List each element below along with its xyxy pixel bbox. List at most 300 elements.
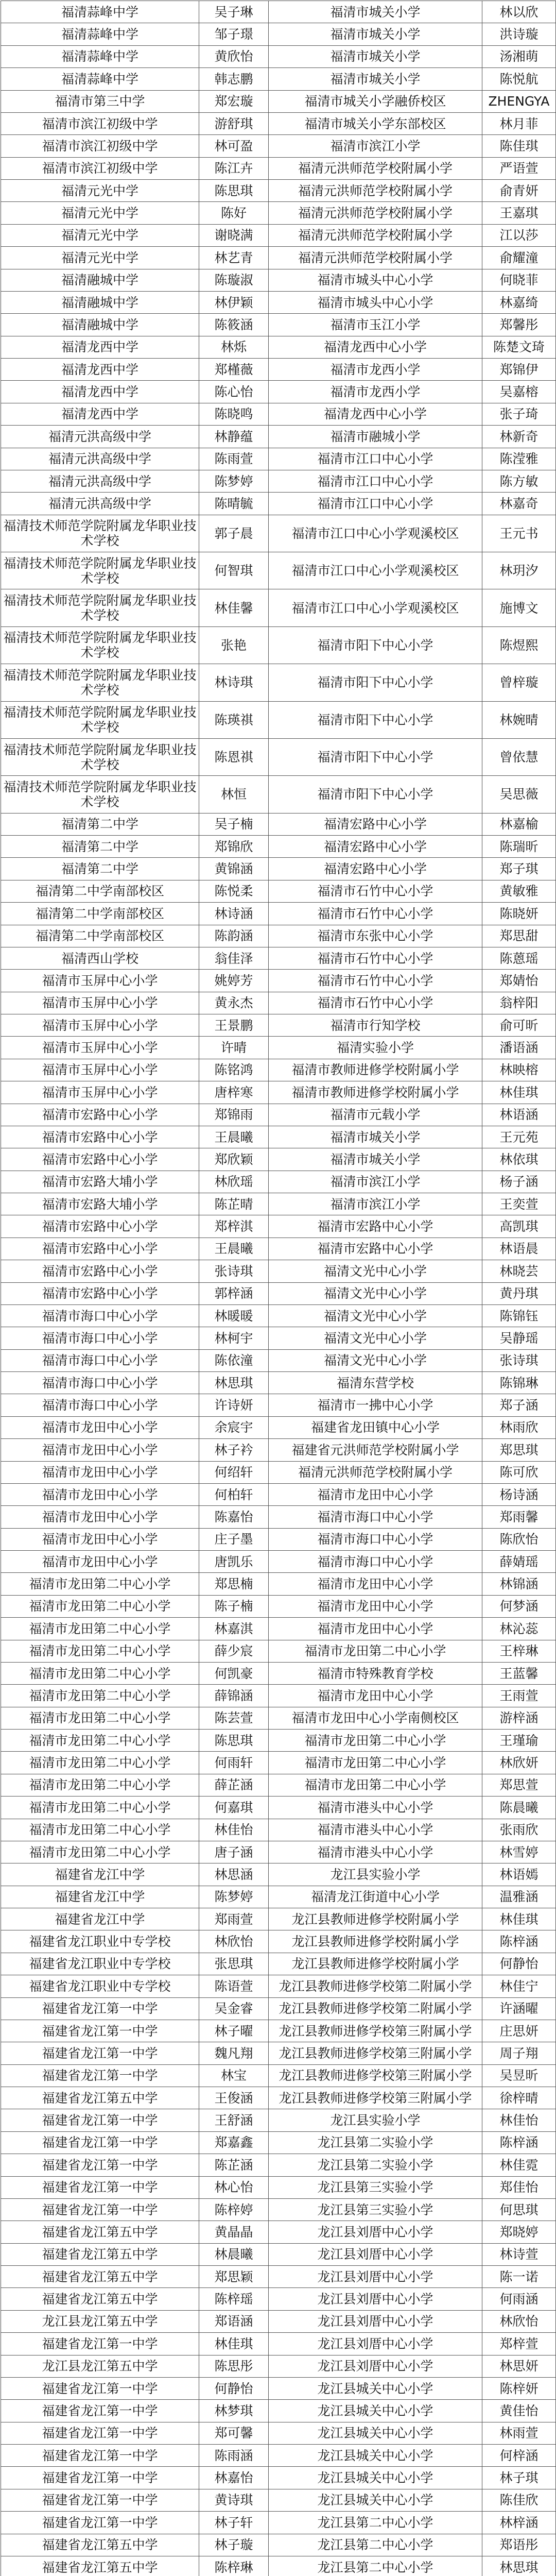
middle-school-cell: 福清市海口中心小学 xyxy=(1,1304,199,1327)
table-row xyxy=(1,2266,556,2288)
student-name-cell-2: 游梓涵 xyxy=(482,1707,556,1729)
student-name-cell-2: 林依琪 xyxy=(482,1148,556,1171)
primary-school-cell: 福清文光中心小学 xyxy=(269,1282,482,1304)
student-name-cell-2: 陈锦琳 xyxy=(482,1372,556,1394)
student-name-cell: 陈悦柔 xyxy=(199,880,269,902)
primary-school-cell: 龙江县教师进修学校第三附属小学 xyxy=(269,2064,482,2087)
primary-school-cell: 龙江县第二中心小学 xyxy=(269,2534,482,2556)
student-name-cell: 陈瑛祺 xyxy=(199,701,269,738)
student-name-cell-2: 曾依慧 xyxy=(482,738,556,775)
table-row xyxy=(1,1662,556,1684)
student-name-cell: 陈江卉 xyxy=(199,157,269,179)
middle-school-cell: 福清第二中学南部校区 xyxy=(1,903,199,925)
student-name-cell: 陈嘉怡 xyxy=(199,1506,269,1528)
student-name-cell: 陈韵涵 xyxy=(199,925,269,947)
table-row xyxy=(1,426,556,448)
primary-school-cell: 龙江县城关中心小学 xyxy=(269,2445,482,2467)
table-row xyxy=(1,493,556,515)
student-name-cell-2: 林佳宁 xyxy=(482,1975,556,1997)
table-row xyxy=(1,1327,556,1349)
middle-school-cell: 福清蒜峰中学 xyxy=(1,23,199,45)
table-row xyxy=(1,2020,556,2042)
table-row xyxy=(1,1618,556,1640)
primary-school-cell: 福清龙西中心小学 xyxy=(269,336,482,358)
student-name-cell: 林心怡 xyxy=(199,2176,269,2198)
student-name-cell-2: 郑婧怡 xyxy=(482,970,556,992)
student-name-cell-2: 王雨萱 xyxy=(482,1685,556,1707)
student-name-cell: 林静蕴 xyxy=(199,426,269,448)
table-row xyxy=(1,1930,556,1953)
student-name-cell: 许诗妍 xyxy=(199,1394,269,1416)
middle-school-cell: 福清市海口中心小学 xyxy=(1,1349,199,1371)
table-row xyxy=(1,1416,556,1438)
student-name-cell-2: 林月菲 xyxy=(482,112,556,134)
student-name-cell-2: 施博文 xyxy=(482,589,556,626)
primary-school-cell: 福清元洪师范学校附属小学 xyxy=(269,202,482,224)
middle-school-cell: 福清市龙田中心小学 xyxy=(1,1528,199,1550)
primary-school-cell: 福清市滨江小学 xyxy=(269,1171,482,1193)
student-name-cell: 林思涵 xyxy=(199,1863,269,1886)
middle-school-cell: 福清市滨江初级中学 xyxy=(1,157,199,179)
student-name-cell: 薛锦涵 xyxy=(199,1685,269,1707)
student-name-cell: 王晨曦 xyxy=(199,1238,269,1260)
table-row xyxy=(1,1215,556,1238)
middle-school-cell: 福清市玉屏中心小学 xyxy=(1,1081,199,1104)
middle-school-cell: 福建省龙江职业中专学校 xyxy=(1,1975,199,1997)
middle-school-cell: 福清第二中学南部校区 xyxy=(1,925,199,947)
table-row xyxy=(1,1863,556,1886)
middle-school-cell: 福清市龙田第二中心小学 xyxy=(1,1730,199,1752)
table-row xyxy=(1,2243,556,2265)
middle-school-cell: 福建省龙江第一中学 xyxy=(1,2064,199,2087)
middle-school-cell: 福建省龙江第五中学 xyxy=(1,2243,199,2265)
student-name-cell: 陈雨涵 xyxy=(199,2445,269,2467)
table-row xyxy=(1,2445,556,2467)
student-name-cell: 郭子晨 xyxy=(199,515,269,552)
primary-school-cell: 龙江县第二实验小学 xyxy=(269,2154,482,2176)
primary-school-cell: 福清元洪师范学校附属小学 xyxy=(269,157,482,179)
student-name-cell: 林宝 xyxy=(199,2064,269,2087)
middle-school-cell: 福清市宏路中心小学 xyxy=(1,1282,199,1304)
student-name-cell: 许晴 xyxy=(199,1037,269,1059)
primary-school-cell: 福清文光中心小学 xyxy=(269,1304,482,1327)
table-row xyxy=(1,112,556,134)
middle-school-cell: 福建省龙江第一中学 xyxy=(1,2512,199,2534)
middle-school-cell: 福清市龙田中心小学 xyxy=(1,1506,199,1528)
middle-school-cell: 福清市宏路中心小学 xyxy=(1,1104,199,1126)
student-name-cell: 陈思彤 xyxy=(199,2355,269,2377)
primary-school-cell: 龙江县城关中心小学 xyxy=(269,2489,482,2511)
primary-school-cell: 龙江县刘厝中心小学 xyxy=(269,2310,482,2332)
middle-school-cell: 福清技术师范学院附属龙华职业技术学校 xyxy=(1,589,199,626)
middle-school-cell: 福清融城中学 xyxy=(1,291,199,313)
primary-school-cell: 福清市城关小学融侨校区 xyxy=(269,90,482,112)
student-name-cell-2: 林思琪 xyxy=(482,2556,556,2576)
primary-school-cell: 福清市城关小学 xyxy=(269,23,482,45)
middle-school-cell: 福建省龙江第一中学 xyxy=(1,2467,199,2489)
primary-school-cell: 福清市元载小学 xyxy=(269,1104,482,1126)
student-name-cell: 陈晓鸣 xyxy=(199,403,269,425)
student-name-cell-2: 何梓涵 xyxy=(482,2445,556,2467)
table-row xyxy=(1,1439,556,1461)
primary-school-cell: 福清文光中心小学 xyxy=(269,1349,482,1371)
table-row xyxy=(1,269,556,291)
primary-school-cell: 福清宏路中心小学 xyxy=(269,813,482,835)
student-name-cell-2: 吴嘉榕 xyxy=(482,381,556,403)
middle-school-cell: 福清市龙田第二中心小学 xyxy=(1,1618,199,1640)
middle-school-cell: 福清技术师范学院附属龙华职业技术学校 xyxy=(1,738,199,775)
primary-school-cell: 龙江县第二中心小学 xyxy=(269,2556,482,2576)
student-name-cell-2: 王嘉琪 xyxy=(482,202,556,224)
primary-school-cell: 福清市江口中心小学 xyxy=(269,448,482,470)
table-row xyxy=(1,2109,556,2131)
table-row xyxy=(1,2221,556,2243)
name-list-table xyxy=(1,1,556,2576)
primary-school-cell: 福清市海口中心小学 xyxy=(269,1528,482,1550)
primary-school-cell: 龙江县教师进修学校第三附属小学 xyxy=(269,2020,482,2042)
student-name-cell: 郑可馨 xyxy=(199,2422,269,2444)
middle-school-cell: 福建省龙江第五中学 xyxy=(1,2288,199,2310)
student-name-cell: 魏凡翔 xyxy=(199,2042,269,2064)
table-row xyxy=(1,836,556,858)
table-row xyxy=(1,1282,556,1304)
student-name-cell-2: 郑子琪 xyxy=(482,858,556,880)
student-name-cell: 陈梓琳 xyxy=(199,2556,269,2576)
primary-school-cell: 福清市滨江小学 xyxy=(269,135,482,157)
student-name-cell-2: 洪诗璇 xyxy=(482,23,556,45)
middle-school-cell: 福建省龙江第一中学 xyxy=(1,2176,199,2198)
middle-school-cell: 福建省龙江第一中学 xyxy=(1,2131,199,2154)
student-name-cell: 陈晴毓 xyxy=(199,493,269,515)
student-name-cell: 薛芷涵 xyxy=(199,1774,269,1796)
student-name-cell-2: 高凯琪 xyxy=(482,1215,556,1238)
table-row xyxy=(1,2534,556,2556)
middle-school-cell: 福清龙西中学 xyxy=(1,359,199,381)
primary-school-cell: 龙江县教师进修学校第三附属小学 xyxy=(269,2042,482,2064)
student-name-cell: 林嘉怡 xyxy=(199,2467,269,2489)
primary-school-cell: 福清市龙田中心小学南侧校区 xyxy=(269,1707,482,1729)
student-name-cell-2: 许涵曜 xyxy=(482,1997,556,2020)
primary-school-cell: 福清市龙田第二中心小学 xyxy=(269,1752,482,1774)
table-row xyxy=(1,45,556,67)
student-name-cell: 林佳怡 xyxy=(199,1819,269,1841)
middle-school-cell: 福清市玉屏中心小学 xyxy=(1,1014,199,1037)
student-name-cell-2: 林语嫣 xyxy=(482,1863,556,1886)
table-row xyxy=(1,589,556,626)
student-name-cell: 林烁 xyxy=(199,336,269,358)
middle-school-cell: 福建省龙江第五中学 xyxy=(1,2266,199,2288)
student-name-cell-2: 王梓琳 xyxy=(482,1640,556,1662)
primary-school-cell: 福清市石竹中心小学 xyxy=(269,970,482,992)
student-name-cell: 何嘉琪 xyxy=(199,1797,269,1819)
student-name-cell: 林伊颖 xyxy=(199,291,269,313)
student-name-cell: 张思琪 xyxy=(199,1953,269,1975)
middle-school-cell: 福建省龙江第一中学 xyxy=(1,2422,199,2444)
student-name-cell-2: 郑语彤 xyxy=(482,2534,556,2556)
table-row xyxy=(1,1372,556,1394)
table-row xyxy=(1,1707,556,1729)
table-row xyxy=(1,180,556,202)
primary-school-cell: 福清市东张中心小学 xyxy=(269,925,482,947)
student-name-cell: 林欣瑶 xyxy=(199,1171,269,1193)
student-name-cell-2: 陈悦航 xyxy=(482,68,556,90)
student-name-cell-2: 林玥汐 xyxy=(482,552,556,589)
student-name-cell: 何静怡 xyxy=(199,2377,269,2399)
primary-school-cell: 福清市龙田中心小学 xyxy=(269,1595,482,1617)
table-row xyxy=(1,1193,556,1215)
student-name-cell-2: 林佳霓 xyxy=(482,2154,556,2176)
table-row xyxy=(1,1730,556,1752)
student-name-cell-2: 陈方敏 xyxy=(482,470,556,492)
primary-school-cell: 福清市港头中心小学 xyxy=(269,1819,482,1841)
student-name-cell-2: 林语涵 xyxy=(482,1104,556,1126)
student-name-cell-2: 林佳怡 xyxy=(482,2109,556,2131)
primary-school-cell: 福清市城关小学东部校区 xyxy=(269,112,482,134)
middle-school-cell: 福清市滨江初级中学 xyxy=(1,112,199,134)
table-row xyxy=(1,2333,556,2355)
student-name-cell: 唐凯乐 xyxy=(199,1551,269,1573)
primary-school-cell: 福清市海口中心小学 xyxy=(269,1551,482,1573)
student-name-cell: 林子曜 xyxy=(199,2020,269,2042)
student-name-cell-2: 汤湘萌 xyxy=(482,45,556,67)
student-name-cell: 林晨曦 xyxy=(199,2243,269,2265)
middle-school-cell: 福清市龙田中心小学 xyxy=(1,1416,199,1438)
student-name-cell-2: 陈滢雅 xyxy=(482,448,556,470)
primary-school-cell: 龙江县教师进修学校第二附属小学 xyxy=(269,1975,482,1997)
student-name-cell-2: 林子琪 xyxy=(482,2467,556,2489)
primary-school-cell: 福清元洪师范学校附属小学 xyxy=(269,180,482,202)
student-name-cell: 郑语涵 xyxy=(199,2310,269,2332)
primary-school-cell: 龙江县刘厝中心小学 xyxy=(269,2355,482,2377)
student-name-cell: 游舒琪 xyxy=(199,112,269,134)
middle-school-cell: 福建省龙江第一中学 xyxy=(1,2489,199,2511)
student-name-cell: 陈筱涵 xyxy=(199,314,269,336)
student-name-cell-2: 王元书 xyxy=(482,515,556,552)
table-row xyxy=(1,1528,556,1550)
student-name-cell: 谢晓满 xyxy=(199,224,269,246)
student-name-cell: 林子轩 xyxy=(199,2512,269,2534)
student-name-cell: 翁佳泽 xyxy=(199,947,269,969)
primary-school-cell: 福清市海口中心小学 xyxy=(269,1506,482,1528)
middle-school-cell: 龙江县龙江第五中学 xyxy=(1,2310,199,2332)
table-row xyxy=(1,1104,556,1126)
middle-school-cell: 福建省龙江第一中学 xyxy=(1,2042,199,2064)
middle-school-cell: 福清市龙田中心小学 xyxy=(1,1551,199,1573)
student-name-cell: 余宸宇 xyxy=(199,1416,269,1438)
primary-school-cell: 福清市阳下中心小学 xyxy=(269,626,482,664)
primary-school-cell: 福清市港头中心小学 xyxy=(269,1841,482,1863)
student-name-cell: 林欣怡 xyxy=(199,1930,269,1953)
table-row xyxy=(1,970,556,992)
student-name-cell: 陈芷晴 xyxy=(199,1193,269,1215)
primary-school-cell: 福清市江口中心小学 xyxy=(269,470,482,492)
primary-school-cell: 福清市阳下中心小学 xyxy=(269,738,482,775)
middle-school-cell: 福建省龙江第一中学 xyxy=(1,2198,199,2221)
table-row xyxy=(1,1573,556,1595)
primary-school-cell: 龙江县第三实验小学 xyxy=(269,2176,482,2198)
primary-school-cell: 福清市江口中心小学观溪校区 xyxy=(269,552,482,589)
middle-school-cell: 福清龙西中学 xyxy=(1,381,199,403)
student-name-cell: 郑思楠 xyxy=(199,1573,269,1595)
primary-school-cell: 龙江县第三实验小学 xyxy=(269,2198,482,2221)
primary-school-cell: 福清市宏路中心小学 xyxy=(269,1215,482,1238)
primary-school-cell: 福清市城关小学 xyxy=(269,45,482,67)
student-name-cell-2: 陈瑞昕 xyxy=(482,836,556,858)
student-name-cell-2: 郑思萱 xyxy=(482,1774,556,1796)
middle-school-cell: 福清市宏路中心小学 xyxy=(1,1260,199,1282)
middle-school-cell: 福建省龙江第一中学 xyxy=(1,2377,199,2399)
student-name-cell-2: 林雨萱 xyxy=(482,2422,556,2444)
student-name-cell: 林诗涵 xyxy=(199,903,269,925)
middle-school-cell: 福清市龙田中心小学 xyxy=(1,1483,199,1505)
table-row xyxy=(1,1171,556,1193)
primary-school-cell: 福清市滨江小学 xyxy=(269,1193,482,1215)
student-name-cell: 陈依潼 xyxy=(199,1349,269,1371)
student-name-cell-2: 郑雨馨 xyxy=(482,1506,556,1528)
primary-school-cell: 龙江县刘厝中心小学 xyxy=(269,2288,482,2310)
primary-school-cell: 龙江县刘厝中心小学 xyxy=(269,2243,482,2265)
middle-school-cell: 福清元洪高级中学 xyxy=(1,493,199,515)
student-name-cell: 林佳琪 xyxy=(199,2333,269,2355)
middle-school-cell: 福清第二中学 xyxy=(1,813,199,835)
primary-school-cell: 福清宏路中心小学 xyxy=(269,836,482,858)
middle-school-cell: 福建省龙江第一中学 xyxy=(1,1997,199,2020)
student-name-cell-2: 庄思妍 xyxy=(482,2020,556,2042)
student-name-cell: 唐梓寒 xyxy=(199,1081,269,1104)
student-name-cell: 何雨轩 xyxy=(199,1752,269,1774)
middle-school-cell: 福建省龙江职业中专学校 xyxy=(1,1953,199,1975)
middle-school-cell: 福清技术师范学院附属龙华职业技术学校 xyxy=(1,664,199,701)
table-row xyxy=(1,2556,556,2576)
middle-school-cell: 福清市海口中心小学 xyxy=(1,1394,199,1416)
table-row xyxy=(1,2154,556,2176)
table-row xyxy=(1,1685,556,1707)
middle-school-cell: 福清市龙田第二中心小学 xyxy=(1,1752,199,1774)
student-name-cell-2: 吴静瑶 xyxy=(482,1327,556,1349)
student-name-cell: 王景鹏 xyxy=(199,1014,269,1037)
middle-school-cell: 福清市龙田第二中心小学 xyxy=(1,1819,199,1841)
middle-school-cell: 福清市龙田第二中心小学 xyxy=(1,1841,199,1863)
student-name-cell-2: ZHENGYA xyxy=(482,90,556,112)
table-row xyxy=(1,224,556,246)
table-row xyxy=(1,23,556,45)
student-name-cell-2: 林沁蕊 xyxy=(482,1618,556,1640)
student-name-cell: 陈璇淑 xyxy=(199,269,269,291)
student-name-cell-2: 陈梓妍 xyxy=(482,2377,556,2399)
table-row xyxy=(1,470,556,492)
table-row xyxy=(1,1551,556,1573)
student-name-cell-2: 翁梓阳 xyxy=(482,992,556,1014)
student-name-cell-2: 陈可欣 xyxy=(482,1461,556,1483)
middle-school-cell: 福建省龙江第五中学 xyxy=(1,2087,199,2109)
primary-school-cell: 福清实验小学 xyxy=(269,1037,482,1059)
middle-school-cell: 福清市宏路大埔小学 xyxy=(1,1193,199,1215)
student-name-cell-2: 陈煜熙 xyxy=(482,626,556,664)
table-row xyxy=(1,247,556,269)
student-name-cell-2: 杨子涵 xyxy=(482,1171,556,1193)
primary-school-cell: 福清市城关小学 xyxy=(269,1126,482,1148)
student-name-cell: 黄晶晶 xyxy=(199,2221,269,2243)
table-row xyxy=(1,1506,556,1528)
middle-school-cell: 福清元光中学 xyxy=(1,180,199,202)
table-row xyxy=(1,359,556,381)
student-name-cell: 郑锦欣 xyxy=(199,836,269,858)
student-name-cell-2: 林嘉榆 xyxy=(482,813,556,835)
table-row xyxy=(1,157,556,179)
student-name-cell: 陈心怡 xyxy=(199,381,269,403)
primary-school-cell: 福清市石竹中心小学 xyxy=(269,947,482,969)
table-row xyxy=(1,1640,556,1662)
middle-school-cell: 福清技术师范学院附属龙华职业技术学校 xyxy=(1,515,199,552)
student-name-cell: 陈芸萱 xyxy=(199,1707,269,1729)
table-row xyxy=(1,2288,556,2310)
primary-school-cell: 福清龙西中心小学 xyxy=(269,403,482,425)
student-name-cell: 庄子墨 xyxy=(199,1528,269,1550)
student-name-cell: 何凯豪 xyxy=(199,1662,269,1684)
middle-school-cell: 福清元洪高级中学 xyxy=(1,448,199,470)
table-row xyxy=(1,1908,556,1930)
table-row xyxy=(1,1841,556,1863)
middle-school-cell: 福清蒜峰中学 xyxy=(1,45,199,67)
primary-school-cell: 福清市行知学校 xyxy=(269,1014,482,1037)
table-row xyxy=(1,336,556,358)
middle-school-cell: 福清市滨江初级中学 xyxy=(1,135,199,157)
table-row xyxy=(1,738,556,775)
student-name-cell: 林恒 xyxy=(199,776,269,813)
student-name-cell-2: 何梦涵 xyxy=(482,1595,556,1617)
table-row xyxy=(1,1037,556,1059)
student-name-cell: 林柯宇 xyxy=(199,1327,269,1349)
middle-school-cell: 福建省龙江中学 xyxy=(1,1908,199,1930)
student-name-cell-2: 林欣怡 xyxy=(482,2310,556,2332)
middle-school-cell: 福清技术师范学院附属龙华职业技术学校 xyxy=(1,626,199,664)
student-name-cell: 郑宏璇 xyxy=(199,90,269,112)
student-name-cell-2: 林映榕 xyxy=(482,1059,556,1081)
primary-school-cell: 福清元洪师范学校附属小学 xyxy=(269,1461,482,1483)
table-row xyxy=(1,2400,556,2422)
primary-school-cell: 福清市江口中心小学观溪校区 xyxy=(269,589,482,626)
primary-school-cell: 龙江县实验小学 xyxy=(269,2109,482,2131)
table-row xyxy=(1,291,556,313)
primary-school-cell: 福清市龙田第二中心小学 xyxy=(269,1640,482,1662)
student-name-cell-2: 张诗琪 xyxy=(482,1349,556,1371)
table-row xyxy=(1,552,556,589)
primary-school-cell: 福清市宏路中心小学 xyxy=(269,1238,482,1260)
primary-school-cell: 龙江县实验小学 xyxy=(269,1863,482,1886)
student-name-cell-2: 林嘉奇 xyxy=(482,493,556,515)
middle-school-cell: 福清元洪高级中学 xyxy=(1,426,199,448)
middle-school-cell: 福清元洪高级中学 xyxy=(1,470,199,492)
middle-school-cell: 福清蒜峰中学 xyxy=(1,68,199,90)
primary-school-cell: 福清市江口中心小学观溪校区 xyxy=(269,515,482,552)
middle-school-cell: 福清市玉屏中心小学 xyxy=(1,992,199,1014)
student-name-cell-2: 林诗萱 xyxy=(482,2243,556,2265)
student-name-cell: 林子璇 xyxy=(199,2534,269,2556)
primary-school-cell: 福清市城头中心小学 xyxy=(269,269,482,291)
table-row xyxy=(1,403,556,425)
table-row xyxy=(1,135,556,157)
table-row xyxy=(1,1997,556,2020)
primary-school-cell: 龙江县教师进修学校附属小学 xyxy=(269,1930,482,1953)
primary-school-cell: 福清市港头中心小学 xyxy=(269,1797,482,1819)
middle-school-cell: 福清第二中学南部校区 xyxy=(1,880,199,902)
student-name-cell-2: 陈佳欣 xyxy=(482,2489,556,2511)
student-name-cell-2: 陈梓涵 xyxy=(482,2131,556,2154)
student-name-cell: 薛少宸 xyxy=(199,1640,269,1662)
middle-school-cell: 福清市宏路中心小学 xyxy=(1,1215,199,1238)
student-name-cell: 陈梓瑶 xyxy=(199,2288,269,2310)
middle-school-cell: 福清西山学校 xyxy=(1,947,199,969)
